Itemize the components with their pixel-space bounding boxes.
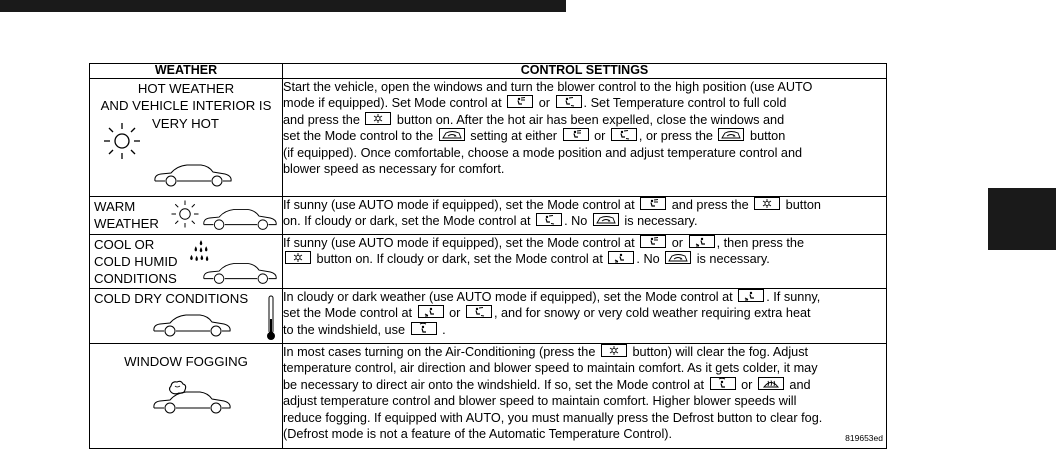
sun-icon bbox=[170, 199, 200, 229]
floor-vent-icon bbox=[738, 289, 764, 302]
section-tab bbox=[988, 188, 1056, 250]
text-line: mode if equipped). Set Mode control at or . Set Temperature control to full cold bbox=[283, 96, 787, 111]
condition-cell bbox=[90, 344, 283, 449]
condition-line: WARM bbox=[94, 199, 136, 214]
bilevel-vent-icon bbox=[556, 95, 582, 108]
table-row bbox=[90, 344, 887, 449]
control-cell bbox=[283, 79, 887, 197]
car-icon bbox=[202, 205, 278, 231]
control-cell bbox=[283, 197, 887, 235]
figure-code: 819653ed bbox=[845, 432, 883, 443]
defrost-icon bbox=[758, 377, 784, 390]
car-icon bbox=[152, 388, 232, 414]
ac-snowflake-icon bbox=[754, 197, 780, 210]
panel-vent-icon bbox=[507, 95, 533, 108]
condition-line: COLD DRY CONDITIONS bbox=[94, 291, 249, 306]
condition-line: COLD HUMID bbox=[94, 254, 178, 269]
table-row bbox=[90, 79, 887, 197]
car-icon bbox=[202, 259, 278, 285]
climate-settings-table bbox=[89, 63, 887, 449]
text-line: (if equipped). Once comfortable, choose a mode position and adjust temperature control and bbox=[283, 145, 803, 160]
recirculation-icon bbox=[439, 128, 465, 141]
header-control: CONTROL SETTINGS bbox=[283, 64, 887, 79]
car-icon bbox=[152, 311, 232, 337]
condition-cell bbox=[90, 197, 283, 235]
header-weather: WEATHER bbox=[90, 64, 283, 79]
recirculation-icon bbox=[593, 213, 619, 226]
condition-cell bbox=[90, 79, 283, 197]
header-row bbox=[90, 64, 887, 79]
text-line: set the Mode control at or , and for snowy or very cold weather requiring extra heat bbox=[283, 306, 811, 321]
text-line: be necessary to direct air onto the windshield. If so, set the Mode control at or and bbox=[283, 377, 811, 392]
text-line: button on. If cloudy or dark, set the Mode control at . No is necessary. bbox=[283, 251, 886, 267]
control-cell bbox=[283, 235, 887, 289]
text-line: adjust temperature control and blower speed to maintain comfort. Higher blower speeds will bbox=[283, 394, 797, 409]
text-line: blower speed as necessary for comfort. bbox=[283, 162, 505, 177]
control-cell bbox=[283, 344, 887, 449]
condition-cell bbox=[90, 289, 283, 344]
condition-line: AND VEHICLE INTERIOR IS bbox=[100, 98, 272, 113]
text-line: If sunny (use AUTO mode if equipped), set the Mode control at and press the button bbox=[283, 198, 821, 212]
text-line: to the windshield, use . bbox=[283, 322, 446, 337]
condition-cell bbox=[90, 235, 283, 289]
floor-vent-icon bbox=[418, 305, 444, 318]
table-row bbox=[90, 197, 887, 235]
text-line: reduce fogging. If equipped with AUTO, you must manually press the Defrost button to clear fog. bbox=[283, 410, 823, 425]
condition-line: WEATHER bbox=[94, 216, 159, 231]
text-line: set the Mode control to the setting at either or , or press the button bbox=[283, 129, 786, 144]
ac-snowflake-icon bbox=[365, 112, 391, 125]
panel-vent-icon bbox=[563, 128, 589, 141]
panel-vent-icon bbox=[640, 235, 666, 248]
text-line: (Defrost mode is not a feature of the Automatic Temperature Control). bbox=[283, 427, 673, 442]
thermometer-icon bbox=[266, 295, 276, 341]
condition-line: HOT WEATHER bbox=[137, 81, 235, 96]
text-line: temperature control, air direction and blower speed to maintain comfort. As it gets colder, it may bbox=[283, 361, 818, 376]
condition-line: CONDITIONS bbox=[94, 271, 177, 286]
recirculation-icon bbox=[718, 128, 744, 141]
mix-vent-icon bbox=[411, 322, 437, 335]
text-line: In most cases turning on the Air-Conditioning (press the button) will clear the fog. Adjust bbox=[283, 345, 809, 359]
bilevel-vent-icon bbox=[611, 128, 637, 141]
text-line: In cloudy or dark weather (use AUTO mode if equipped), set the Mode control at . If sunny, bbox=[283, 290, 821, 304]
recirculation-icon bbox=[665, 251, 691, 264]
top-black-bar bbox=[0, 0, 566, 12]
text-line: on. If cloudy or dark, set the Mode control at . No is necessary. bbox=[283, 214, 698, 229]
floor-vent-icon bbox=[689, 235, 715, 248]
text-line: Start the vehicle, open the windows and turn the blower control to the high position (use AUTO bbox=[283, 80, 813, 94]
table-row bbox=[90, 235, 887, 289]
condition-line: COOL OR bbox=[94, 237, 155, 252]
ac-snowflake-icon bbox=[285, 251, 311, 264]
condition-line: WINDOW FOGGING bbox=[124, 354, 248, 369]
mix-vent-icon bbox=[710, 377, 736, 390]
text-line: If sunny (use AUTO mode if equipped), set the Mode control at or , then press the bbox=[283, 236, 805, 250]
sun-icon bbox=[102, 121, 142, 161]
car-icon bbox=[153, 161, 233, 187]
control-cell bbox=[283, 289, 887, 344]
panel-vent-icon bbox=[640, 197, 666, 210]
bilevel-vent-icon bbox=[536, 213, 562, 226]
bilevel-vent-icon bbox=[466, 305, 492, 318]
table-row bbox=[90, 289, 887, 344]
floor-vent-icon bbox=[608, 251, 634, 264]
ac-snowflake-icon bbox=[601, 344, 627, 357]
text-line: and press the button on. After the hot air has been expelled, close the windows and bbox=[283, 112, 785, 127]
condition-line: VERY HOT bbox=[152, 116, 219, 131]
